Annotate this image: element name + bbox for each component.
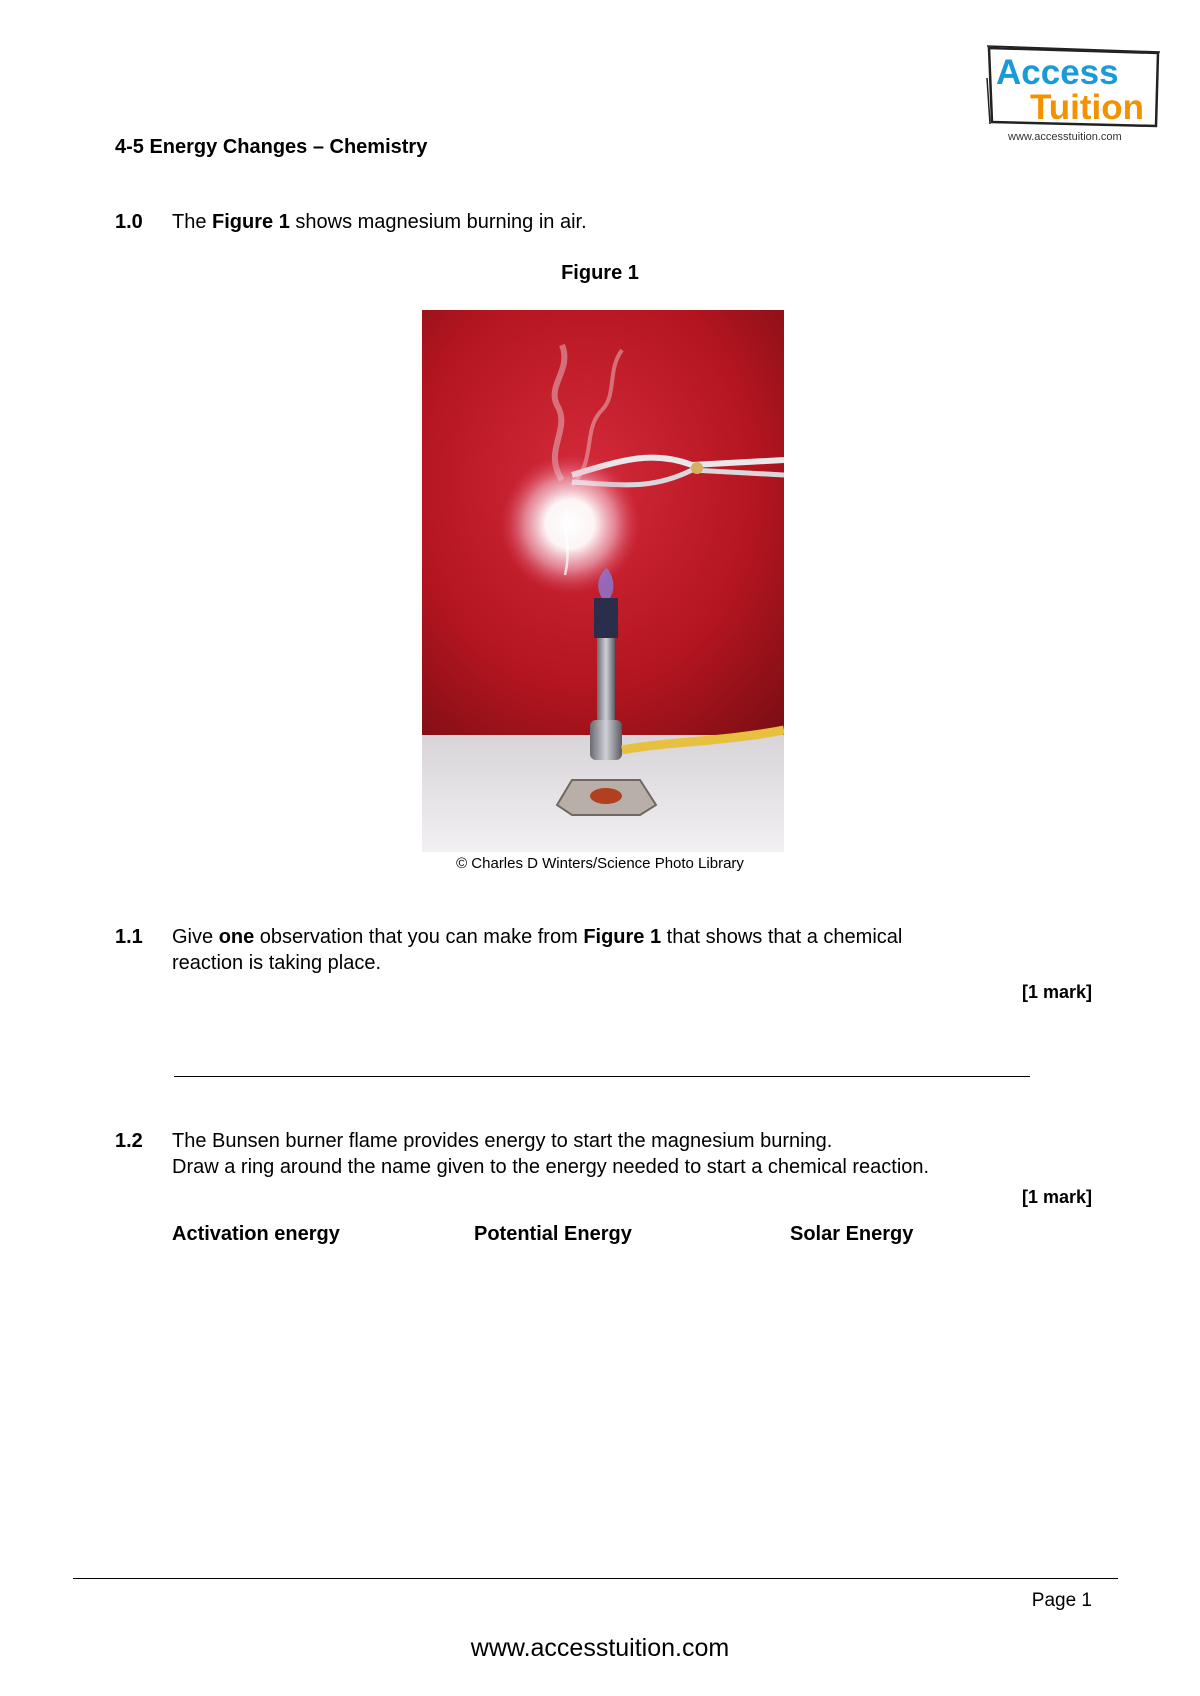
q1-1-text-part: that shows that a chemical bbox=[661, 926, 903, 948]
photo-credit: © Charles D Winters/Science Photo Library bbox=[456, 855, 744, 872]
q1-1-text-part: Give bbox=[172, 926, 219, 948]
logo-graphic bbox=[986, 44, 1162, 144]
page-number: Page 1 bbox=[1031, 1590, 1092, 1611]
q1-2-marks: [1 mark] bbox=[1021, 1187, 1092, 1207]
option-activation-energy[interactable]: Activation energy bbox=[172, 1223, 340, 1245]
q1-0-number: 1.0 bbox=[115, 211, 143, 233]
q1-2-number: 1.2 bbox=[115, 1130, 143, 1152]
page-heading: 4-5 Energy Changes – Chemistry bbox=[115, 136, 428, 158]
q1-2-text bbox=[172, 1128, 1052, 1180]
q1-1-text bbox=[172, 924, 1032, 976]
q1-1-marks: [1 mark] bbox=[1021, 982, 1092, 1002]
q1-0-text bbox=[172, 209, 587, 235]
q1-1-answer-line[interactable] bbox=[174, 1076, 1030, 1077]
q1-1-emphasis: one bbox=[218, 926, 255, 948]
q1-1-text-line2: reaction is taking place. bbox=[172, 952, 382, 974]
option-solar-energy[interactable]: Solar Energy bbox=[790, 1223, 914, 1245]
photo-illustration bbox=[422, 310, 784, 852]
q1-1-text-part: observation that you can make from bbox=[254, 926, 584, 948]
figure-photo-magnesium-burning bbox=[422, 310, 784, 852]
q1-2-text-line2: Draw a ring around the name given to the energy needed to start a chemical reaction. bbox=[172, 1156, 930, 1178]
footer-website: www.accesstuition.com bbox=[470, 1634, 730, 1662]
q1-2-text-line1: The Bunsen burner flame provides energy to start the magnesium burning. bbox=[172, 1130, 833, 1152]
q1-1-figure-ref: Figure 1 bbox=[583, 926, 662, 948]
q1-0-text-part: The bbox=[172, 211, 213, 233]
q1-0-text-part: shows magnesium burning in air. bbox=[289, 211, 587, 233]
figure-label: Figure 1 bbox=[561, 262, 639, 284]
q1-0-figure-ref: Figure 1 bbox=[212, 211, 290, 233]
option-potential-energy[interactable]: Potential Energy bbox=[474, 1223, 632, 1245]
logo-line2: Tuition bbox=[1030, 88, 1145, 127]
q1-1-number: 1.1 bbox=[115, 926, 143, 948]
footer-divider bbox=[73, 1578, 1118, 1579]
logo-url: www.accesstuition.com bbox=[1008, 131, 1122, 143]
access-tuition-logo bbox=[986, 44, 1162, 144]
logo-line1: Access bbox=[996, 53, 1119, 92]
